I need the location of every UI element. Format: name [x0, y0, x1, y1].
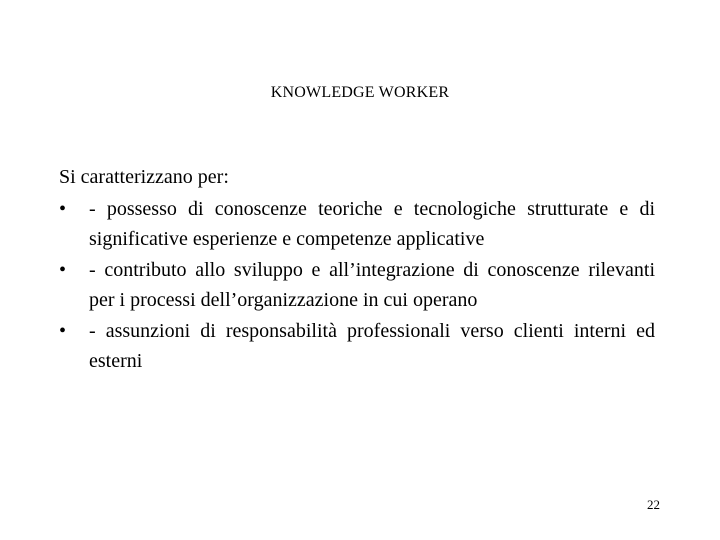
bullet-text: - possesso di conoscenze teoriche e tecnologiche strutturate e di significative esperienze e competenze applicative	[89, 198, 655, 250]
slide-title: KNOWLEDGE WORKER	[270, 84, 450, 101]
bullet-text: - assunzioni di responsabilità professionali verso clienti interni ed esterni	[89, 320, 655, 372]
bullet-icon: •	[59, 198, 67, 220]
page-number: 22	[647, 497, 660, 512]
bullet-item	[59, 195, 655, 254]
bullet-item	[59, 317, 655, 376]
bullet-icon: •	[59, 259, 67, 281]
bullet-list	[59, 195, 655, 378]
bullet-item	[59, 256, 655, 315]
intro-text: Si caratterizzano per:	[59, 166, 229, 188]
bullet-icon: •	[59, 320, 67, 342]
bullet-text: - contributo allo sviluppo e all’integrazione di conoscenze rilevanti per i processi dell’organizzazione in cui operano	[89, 259, 655, 311]
